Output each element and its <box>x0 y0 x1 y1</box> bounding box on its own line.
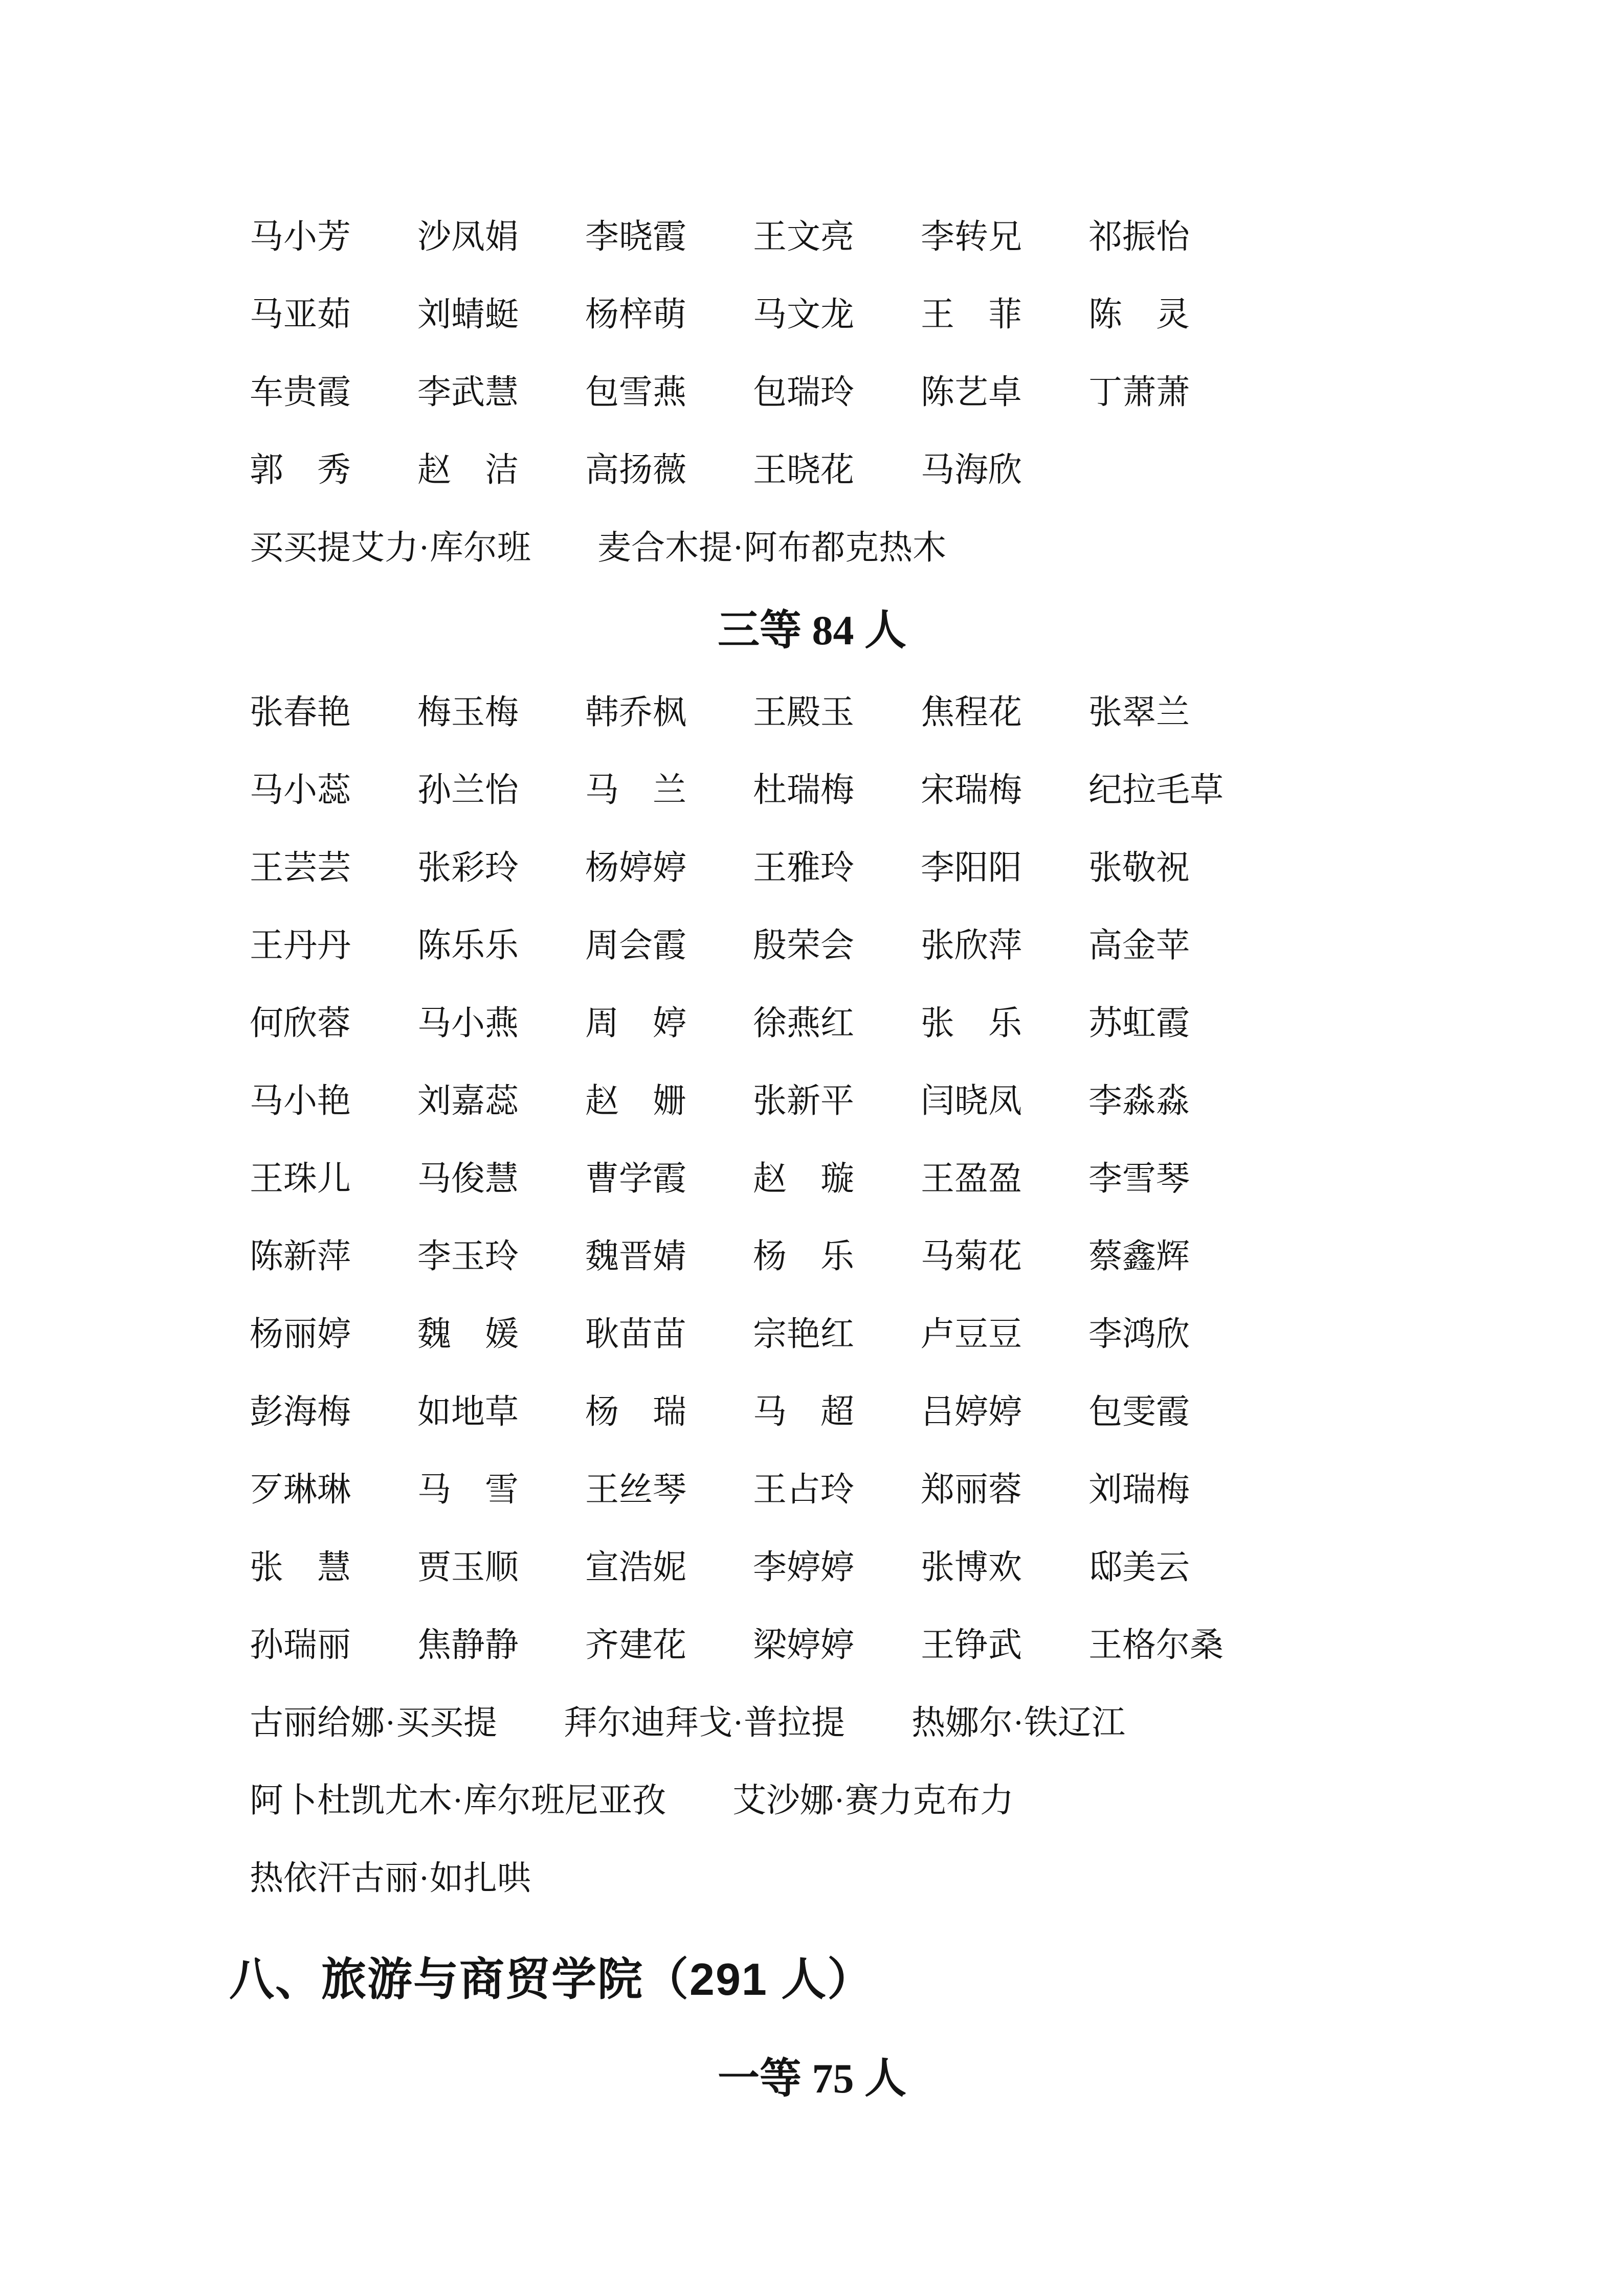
person-name: 马 雪 <box>417 1471 519 1509</box>
person-name: 魏 媛 <box>417 1316 519 1353</box>
name-row <box>250 1762 1624 1840</box>
person-name: 卢豆豆 <box>921 1316 1022 1353</box>
person-name: 刘嘉蕊 <box>417 1083 519 1120</box>
person-name: 歹琳琳 <box>250 1471 351 1509</box>
person-name: 贾玉顺 <box>417 1549 519 1586</box>
person-name: 马小芳 <box>250 218 351 256</box>
person-name: 如地草 <box>417 1393 519 1431</box>
person-name: 张春艳 <box>250 694 351 731</box>
person-name: 李玉玲 <box>417 1238 519 1275</box>
person-name: 李晓霞 <box>585 218 686 256</box>
name-row <box>250 509 1624 587</box>
person-name: 陈艺卓 <box>921 374 1022 411</box>
person-name: 陈乐乐 <box>417 927 519 964</box>
person-name: 赵 璇 <box>753 1160 854 1198</box>
name-row <box>250 1296 1624 1374</box>
person-name: 王文亮 <box>753 218 854 256</box>
person-name: 高金苹 <box>1088 927 1190 964</box>
person-name: 杨 乐 <box>753 1238 854 1275</box>
person-name: 麦合木提·阿布都克热木 <box>597 529 946 567</box>
person-name: 杨婷婷 <box>585 849 686 887</box>
name-row <box>250 1140 1624 1218</box>
person-name: 张翠兰 <box>1088 694 1190 731</box>
person-name: 车贵霞 <box>250 374 351 411</box>
person-name: 张博欢 <box>921 1549 1022 1586</box>
person-name: 陈新萍 <box>250 1238 351 1275</box>
person-name: 王晓花 <box>753 452 854 489</box>
person-name: 徐燕红 <box>753 1005 854 1042</box>
name-row <box>250 829 1624 907</box>
name-row <box>250 354 1624 432</box>
person-name: 马海欣 <box>921 452 1022 489</box>
person-name: 马 超 <box>753 1393 854 1431</box>
person-name: 马小蕊 <box>250 772 351 809</box>
person-name: 王雅玲 <box>753 849 854 887</box>
person-name: 张敬祝 <box>1088 849 1190 887</box>
person-name: 何欣蓉 <box>250 1005 351 1042</box>
person-name: 闫晓凤 <box>921 1083 1022 1120</box>
person-name: 李阳阳 <box>921 849 1022 887</box>
person-name: 沙凤娟 <box>417 218 519 256</box>
person-name: 包雯霞 <box>1088 1393 1190 1431</box>
person-name: 梅玉梅 <box>417 694 519 731</box>
name-row <box>250 752 1624 829</box>
person-name: 曹学霞 <box>585 1160 686 1198</box>
person-name: 耿苗苗 <box>585 1316 686 1353</box>
person-name: 阿卜杜凯尤木·库尔班尼亚孜 <box>250 1782 666 1819</box>
person-name: 邸美云 <box>1088 1549 1190 1586</box>
person-name: 郑丽蓉 <box>921 1471 1022 1509</box>
person-name: 齐建花 <box>585 1627 686 1664</box>
name-row <box>250 1529 1624 1607</box>
person-name: 杜瑞梅 <box>753 772 854 809</box>
person-name: 杨 瑞 <box>585 1393 686 1431</box>
tier1-heading: 一等 75 人 <box>717 2055 906 2102</box>
person-name: 焦静静 <box>417 1627 519 1664</box>
person-name: 周 婷 <box>585 1005 686 1042</box>
person-name: 马菊花 <box>921 1238 1022 1275</box>
person-name: 王芸芸 <box>250 849 351 887</box>
person-name: 赵 姗 <box>585 1083 686 1120</box>
person-name: 马俊慧 <box>417 1160 519 1198</box>
person-name: 王格尔桑 <box>1088 1627 1223 1664</box>
person-name: 刘蜻蜓 <box>417 296 519 333</box>
person-name: 吕婷婷 <box>921 1393 1022 1431</box>
person-name: 杨梓萌 <box>585 296 686 333</box>
department-heading: 八、旅游与商贸学院（291 人） <box>229 1954 874 2005</box>
person-name: 焦程花 <box>921 694 1022 731</box>
person-name: 宗艳红 <box>753 1316 854 1353</box>
person-name: 古丽给娜·买买提 <box>250 1704 497 1742</box>
name-row <box>250 1063 1624 1140</box>
person-name: 韩乔枫 <box>585 694 686 731</box>
person-name: 刘瑞梅 <box>1088 1471 1190 1509</box>
person-name: 宣浩妮 <box>585 1549 686 1586</box>
name-row <box>250 674 1624 752</box>
tier3-heading: 三等 84 人 <box>717 607 906 654</box>
person-name: 包瑞玲 <box>753 374 854 411</box>
person-name: 王盈盈 <box>921 1160 1022 1198</box>
person-name: 孙兰怡 <box>417 772 519 809</box>
person-name: 彭海梅 <box>250 1393 351 1431</box>
person-name: 李转兄 <box>921 218 1022 256</box>
person-name: 李淼淼 <box>1088 1083 1190 1120</box>
person-name: 艾沙娜·赛力克布力 <box>732 1782 1014 1819</box>
person-name: 周会霞 <box>585 927 686 964</box>
person-name: 李武慧 <box>417 374 519 411</box>
person-name: 祁振怡 <box>1088 218 1190 256</box>
person-name: 马 兰 <box>585 772 686 809</box>
person-name: 陈 灵 <box>1088 296 1190 333</box>
person-name: 殷荣会 <box>753 927 854 964</box>
person-name: 李雪琴 <box>1088 1160 1190 1198</box>
name-row <box>250 1607 1624 1684</box>
name-row <box>250 1218 1624 1296</box>
name-row <box>250 1840 1624 1918</box>
name-row <box>250 1684 1624 1762</box>
person-name: 王铮武 <box>921 1627 1022 1664</box>
name-row <box>250 907 1624 985</box>
person-name: 马亚茹 <box>250 296 351 333</box>
person-name: 张 慧 <box>250 1549 351 1586</box>
person-name: 王丹丹 <box>250 927 351 964</box>
person-name: 王丝琴 <box>585 1471 686 1509</box>
person-name: 郭 秀 <box>250 452 351 489</box>
name-row <box>250 432 1624 509</box>
person-name: 包雪燕 <box>585 374 686 411</box>
name-row <box>250 1374 1624 1451</box>
grade2-name-list <box>0 0 1624 587</box>
person-name: 梁婷婷 <box>753 1627 854 1664</box>
name-row <box>250 1451 1624 1529</box>
person-name: 蔡鑫辉 <box>1088 1238 1190 1275</box>
person-name: 王占玲 <box>753 1471 854 1509</box>
person-name: 王殿玉 <box>753 694 854 731</box>
person-name: 李鸿欣 <box>1088 1316 1190 1353</box>
person-name: 高扬薇 <box>585 452 686 489</box>
person-name: 李婷婷 <box>753 1549 854 1586</box>
person-name: 马小艳 <box>250 1083 351 1120</box>
person-name: 马小燕 <box>417 1005 519 1042</box>
name-row <box>250 276 1624 354</box>
name-row <box>250 198 1624 276</box>
name-row <box>250 985 1624 1063</box>
person-name: 张欣萍 <box>921 927 1022 964</box>
person-name: 纪拉毛草 <box>1088 772 1223 809</box>
person-name: 赵 洁 <box>417 452 519 489</box>
person-name: 宋瑞梅 <box>921 772 1022 809</box>
person-name: 买买提艾力·库尔班 <box>250 529 531 567</box>
person-name: 杨丽婷 <box>250 1316 351 1353</box>
person-name: 拜尔迪拜戈·普拉提 <box>563 1704 845 1742</box>
person-name: 张彩玲 <box>417 849 519 887</box>
person-name: 热依汗古丽·如扎哄 <box>250 1860 531 1897</box>
person-name: 王珠儿 <box>250 1160 351 1198</box>
person-name: 孙瑞丽 <box>250 1627 351 1664</box>
person-name: 丁萧萧 <box>1088 374 1190 411</box>
person-name: 张 乐 <box>921 1005 1022 1042</box>
person-name: 王 菲 <box>921 296 1022 333</box>
person-name: 张新平 <box>753 1083 854 1120</box>
person-name: 马文龙 <box>753 296 854 333</box>
person-name: 苏虹霞 <box>1088 1005 1190 1042</box>
grade3-name-list <box>0 674 1624 1918</box>
person-name: 热娜尔·铁辽江 <box>911 1704 1125 1742</box>
person-name: 魏晋婧 <box>585 1238 686 1275</box>
